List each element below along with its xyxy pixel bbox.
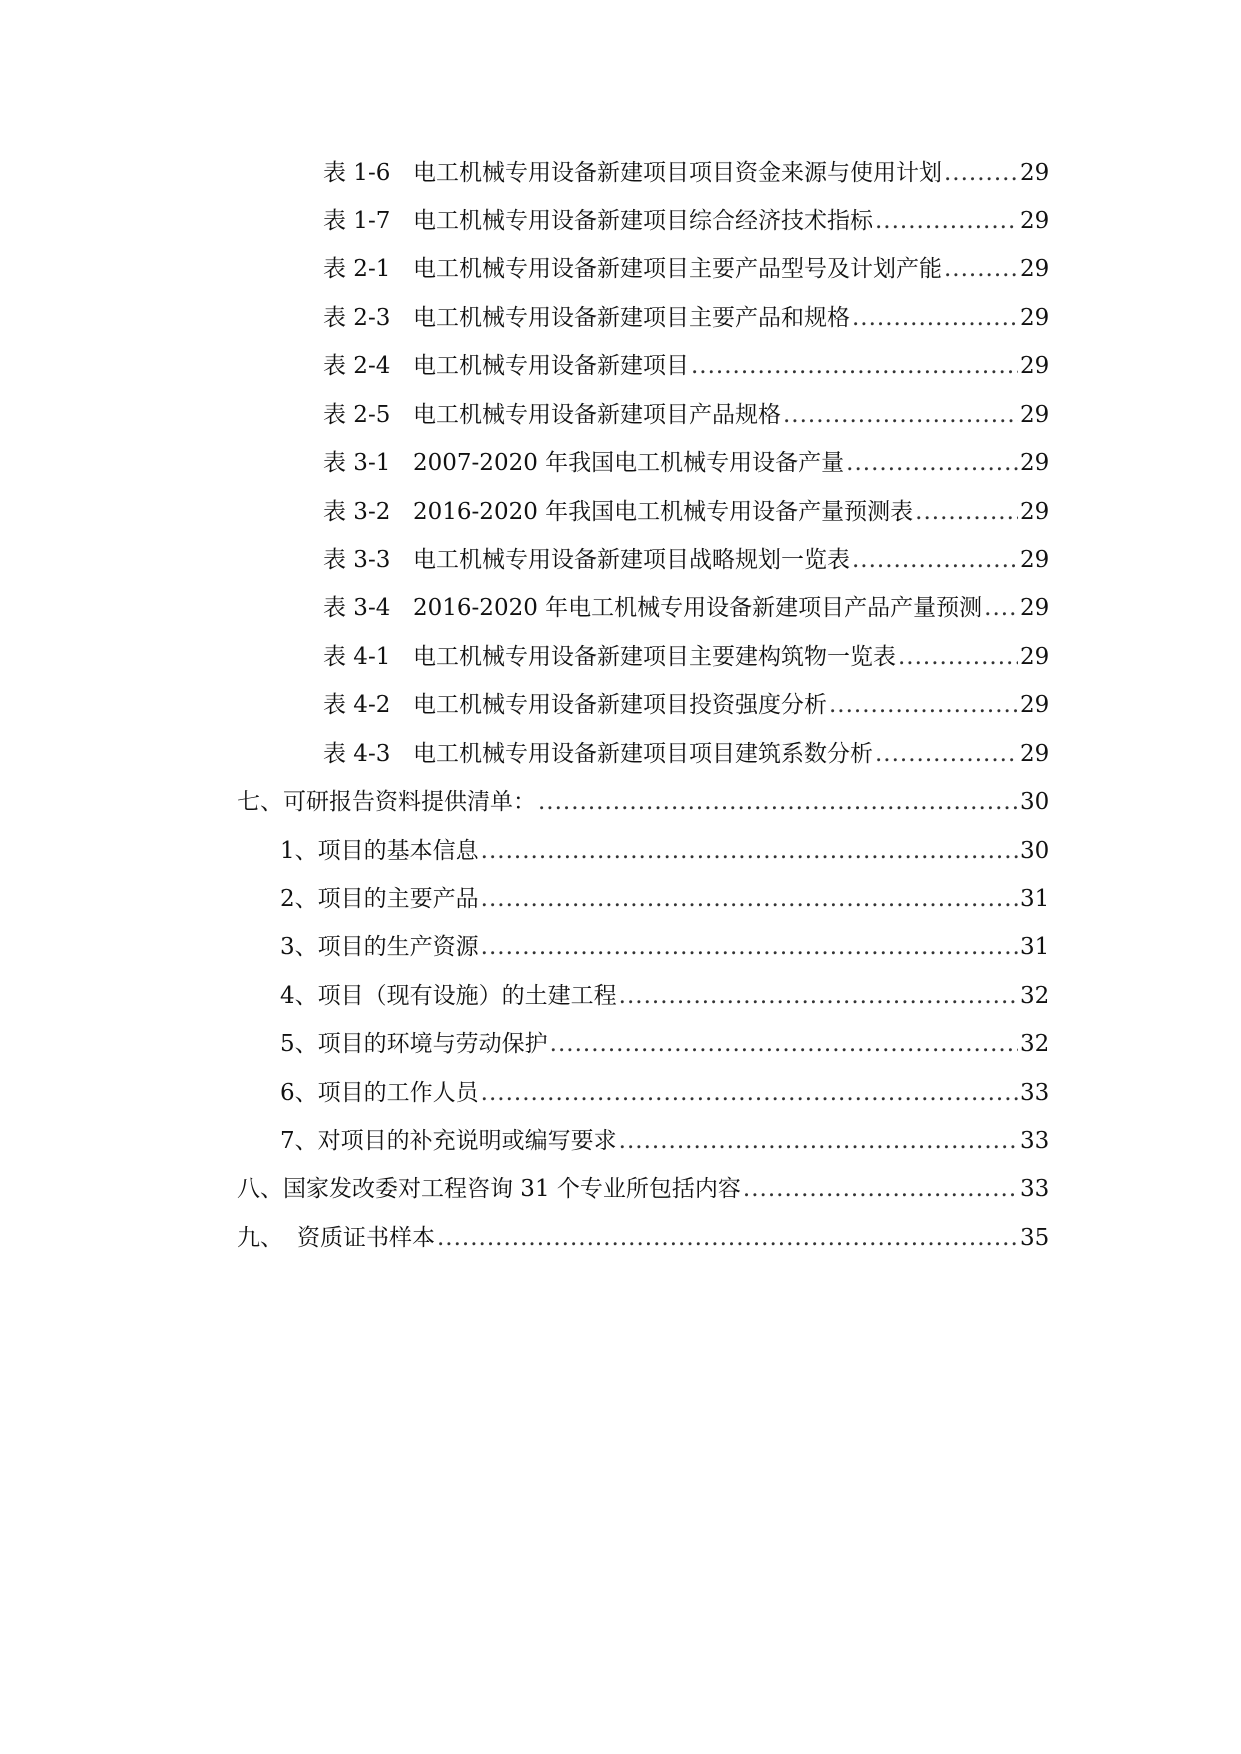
toc-entry-label — [323, 495, 913, 529]
toc-page-number: 29 — [1020, 547, 1050, 573]
toc-entry-table-3-3[interactable] — [323, 543, 1050, 577]
toc-dot-leader — [944, 156, 1018, 190]
toc-entry-label — [323, 446, 844, 480]
toc-entry-title: 7、对项目的补充说明或编写要求 — [280, 1128, 617, 1154]
toc-entry-table-2-5[interactable] — [323, 398, 1050, 432]
toc-page-number: 29 — [1020, 692, 1050, 718]
toc-entry-number: 表 2-3 — [323, 305, 391, 331]
toc-entry-title: 1、项目的基本信息 — [280, 838, 479, 864]
toc-dot-leader — [743, 1172, 1018, 1206]
toc-dot-leader — [437, 1221, 1018, 1255]
toc-dot-leader — [691, 349, 1018, 383]
toc-entry-label — [323, 156, 942, 190]
toc-dot-leader — [852, 301, 1018, 335]
toc-page-number: 29 — [1020, 595, 1050, 621]
toc-entry-title: 七、可研报告资料提供清单： — [237, 789, 536, 815]
toc-entry-title: 4、项目（现有设施）的土建工程 — [280, 983, 617, 1009]
toc-page-number: 29 — [1020, 644, 1050, 670]
toc-page-number: 33 — [1020, 1128, 1050, 1154]
toc-page-number: 31 — [1020, 886, 1050, 912]
toc-entry-number: 表 2-1 — [323, 256, 391, 282]
toc-dot-leader — [481, 1076, 1018, 1110]
toc-page-number: 29 — [1020, 160, 1050, 186]
toc-entry-table-1-7[interactable] — [323, 204, 1050, 238]
toc-dot-leader — [481, 930, 1018, 964]
toc-entry-title: 电工机械专用设备新建项目产品规格 — [413, 402, 781, 428]
toc-entry-table-2-4[interactable] — [323, 349, 1050, 383]
toc-entry-label — [237, 1221, 435, 1255]
toc-dot-leader — [550, 1027, 1018, 1061]
toc-entry-table-1-6[interactable] — [323, 156, 1050, 190]
toc-entry-table-3-1[interactable] — [323, 446, 1050, 480]
toc-entry-title: 八、国家发改委对工程咨询 31 个专业所包括内容 — [237, 1176, 741, 1202]
toc-entry-label — [323, 204, 873, 238]
toc-page-number: 35 — [1020, 1225, 1050, 1251]
toc-entry-number: 表 1-7 — [323, 208, 391, 234]
toc-entry-label — [323, 543, 850, 577]
toc-dot-leader — [829, 688, 1018, 722]
toc-page-number: 31 — [1020, 934, 1050, 960]
toc-entry-number: 表 2-4 — [323, 353, 391, 379]
toc-page-number: 29 — [1020, 499, 1050, 525]
toc-dot-leader — [875, 204, 1018, 238]
toc-entry-title: 2016-2020 年电工机械专用设备新建项目产品产量预测 — [413, 595, 983, 621]
toc-entry-title: 6、项目的工作人员 — [280, 1080, 479, 1106]
toc-entry-title: 2007-2020 年我国电工机械专用设备产量 — [413, 450, 845, 476]
toc-entry-number: 表 1-6 — [323, 160, 391, 186]
toc-entry-table-3-4[interactable] — [323, 591, 1050, 625]
toc-entry-title: 3、项目的生产资源 — [280, 934, 479, 960]
toc-entry-number: 表 3-2 — [323, 499, 391, 525]
toc-entry-title: 电工机械专用设备新建项目 — [413, 353, 689, 379]
toc-entry-number: 表 3-3 — [323, 547, 391, 573]
toc-entry-title: 5、项目的环境与劳动保护 — [280, 1031, 548, 1057]
toc-dot-leader — [538, 785, 1018, 819]
toc-entry-table-4-2[interactable] — [323, 688, 1050, 722]
toc-entry-table-2-1[interactable] — [323, 252, 1050, 286]
toc-dot-leader — [915, 495, 1018, 529]
toc-dot-leader — [481, 834, 1018, 868]
toc-page-number: 29 — [1020, 305, 1050, 331]
toc-dot-leader — [619, 979, 1018, 1013]
toc-entry-label — [323, 688, 827, 722]
toc-entry-item-2[interactable] — [280, 882, 1050, 916]
toc-page-number: 32 — [1020, 983, 1050, 1009]
toc-entry-table-2-3[interactable] — [323, 301, 1050, 335]
toc-page-number: 33 — [1020, 1080, 1050, 1106]
toc-entry-number: 表 3-1 — [323, 450, 391, 476]
toc-entry-number: 表 4-1 — [323, 644, 391, 670]
toc-entry-section-9[interactable] — [237, 1221, 1050, 1255]
toc-entry-number: 表 4-3 — [323, 741, 391, 767]
toc-entry-label — [323, 398, 781, 432]
toc-entry-table-4-3[interactable] — [323, 737, 1050, 771]
toc-entry-title: 电工机械专用设备新建项目项目资金来源与使用计划 — [413, 160, 942, 186]
toc-entry-section-7[interactable] — [237, 785, 1050, 819]
toc-page-number: 33 — [1020, 1176, 1050, 1202]
toc-page-number: 29 — [1020, 353, 1050, 379]
toc-entry-number: 表 2-5 — [323, 402, 391, 428]
toc-entry-title: 电工机械专用设备新建项目主要产品型号及计划产能 — [413, 256, 942, 282]
toc-entry-number: 表 4-2 — [323, 692, 391, 718]
toc-entry-item-5[interactable] — [280, 1027, 1050, 1061]
toc-entry-label — [323, 349, 689, 383]
toc-page-number: 29 — [1020, 450, 1050, 476]
toc-entry-title: 资质证书样本 — [297, 1225, 435, 1251]
toc-entry-item-1[interactable] — [280, 834, 1050, 868]
toc-dot-leader — [984, 591, 1018, 625]
toc-entry-number: 九、 — [237, 1225, 283, 1251]
toc-dot-leader — [481, 882, 1018, 916]
toc-page-number: 29 — [1020, 208, 1050, 234]
toc-entry-table-4-1[interactable] — [323, 640, 1050, 674]
toc-dot-leader — [846, 446, 1018, 480]
toc-entry-title: 电工机械专用设备新建项目投资强度分析 — [413, 692, 827, 718]
toc-entry-title: 电工机械专用设备新建项目主要产品和规格 — [413, 305, 850, 331]
toc-page-number: 30 — [1020, 838, 1050, 864]
toc-dot-leader — [944, 252, 1018, 286]
toc-page-number: 30 — [1020, 789, 1050, 815]
toc-entry-section-8[interactable] — [237, 1172, 1050, 1206]
toc-page-number: 29 — [1020, 256, 1050, 282]
toc-entry-item-4[interactable] — [280, 979, 1050, 1013]
toc-dot-leader — [875, 737, 1018, 771]
toc-entry-title: 2016-2020 年我国电工机械专用设备产量预测表 — [413, 499, 914, 525]
toc-entry-title: 2、项目的主要产品 — [280, 886, 479, 912]
toc-entry-label — [323, 737, 873, 771]
toc-entry-item-7[interactable] — [280, 1124, 1050, 1158]
toc-entry-title: 电工机械专用设备新建项目战略规划一览表 — [413, 547, 850, 573]
toc-entry-label — [323, 252, 942, 286]
toc-entry-title: 电工机械专用设备新建项目主要建构筑物一览表 — [413, 644, 896, 670]
toc-entry-number: 表 3-4 — [323, 595, 391, 621]
toc-dot-leader — [898, 640, 1018, 674]
toc-page-number: 32 — [1020, 1031, 1050, 1057]
toc-dot-leader — [619, 1124, 1018, 1158]
toc-dot-leader — [783, 398, 1018, 432]
toc-page-number: 29 — [1020, 402, 1050, 428]
toc-entry-item-6[interactable] — [280, 1076, 1050, 1110]
toc-page-number: 29 — [1020, 741, 1050, 767]
toc-entry-label — [323, 301, 850, 335]
toc-entry-table-3-2[interactable] — [323, 495, 1050, 529]
toc-entry-label — [323, 640, 896, 674]
toc-entry-title: 电工机械专用设备新建项目项目建筑系数分析 — [413, 741, 873, 767]
toc-dot-leader — [852, 543, 1018, 577]
toc-entry-title: 电工机械专用设备新建项目综合经济技术指标 — [413, 208, 873, 234]
toc-entry-label — [323, 591, 982, 625]
toc-entry-item-3[interactable] — [280, 930, 1050, 964]
